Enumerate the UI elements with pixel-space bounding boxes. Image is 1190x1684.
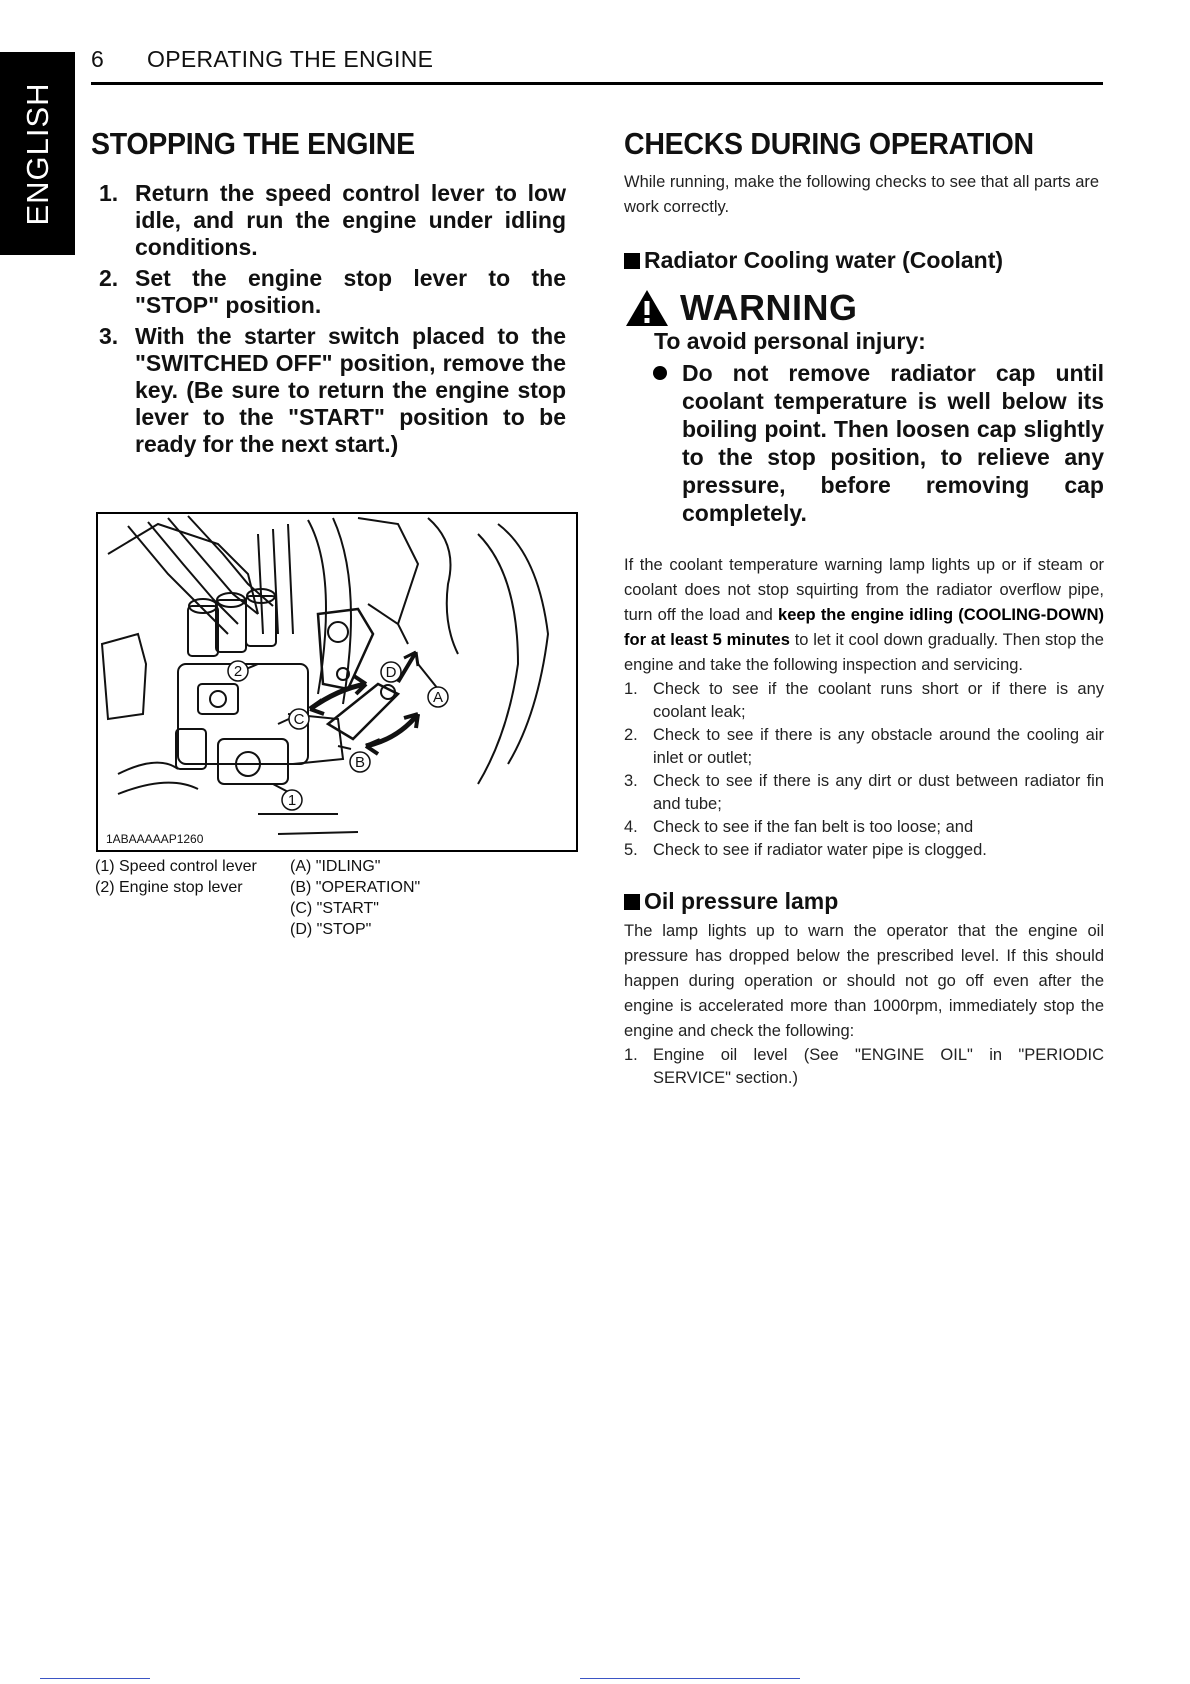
- warning-subtitle: To avoid personal injury:: [654, 328, 926, 354]
- checks-title: CHECKS DURING OPERATION: [624, 126, 1034, 161]
- radiator-heading: [624, 247, 1104, 274]
- caption-item: (2) Engine stop lever: [95, 879, 243, 896]
- square-bullet-icon: [624, 894, 640, 910]
- cooling-down-emphasis: keep the engine idling (COOLING-DOWN) for at least 5 minutes: [624, 606, 1104, 649]
- warning-triangle-icon: [624, 288, 670, 328]
- warning-body: [682, 359, 1104, 527]
- coolant-paragraph: If the coolant temperature warning lamp lights up or if steam or coolant does not stop squirting from the radiator overflow pipe, turn off the load and keep the engine idling (COOLING-DOWN) for at least 5 minutes to let it cool down gradually. Then stop the engine and take the following inspection and servicing.: [624, 556, 1104, 674]
- caption-parts: [95, 856, 285, 898]
- coolant-checklist: [624, 678, 1104, 862]
- step-item: 2. Set the engine stop lever to the "STOP" position.: [99, 265, 566, 318]
- warning-text: Do not remove radiator cap until coolant temperature is well below its boiling point. Then loosen cap slightly to the stop position, to relieve any pressure, before removing cap completely.: [682, 360, 1104, 526]
- oil-paragraph: The lamp lights up to warn the operator that the engine oil pressure has dropped below the prescribed level. If this should happen during operation or should not go off even after the engine is accelerated more than 1000rpm, immediately stop the engine and check the following:: [624, 922, 1104, 1040]
- caption-positions: [290, 856, 420, 940]
- list-item: 3. Check to see if there is any dirt or dust between radiator fin and tube;: [624, 772, 1104, 813]
- list-item: 4. Check to see if the fan belt is too loose; and: [624, 818, 974, 836]
- language-tab-label: ENGLISH: [19, 81, 55, 226]
- list-item: 1. Engine oil level (See "ENGINE OIL" in "PERIODIC SERVICE" section.): [624, 1046, 1104, 1087]
- stopping-title: STOPPING THE ENGINE: [91, 126, 415, 161]
- figure-code: 1ABAAAAAP1260: [106, 832, 204, 846]
- callout-b-label: B: [354, 754, 366, 771]
- callout-2-label: 2: [233, 663, 243, 680]
- page-header: [91, 46, 1103, 85]
- bullet-dot-icon: [653, 366, 667, 380]
- list-item: 5. Check to see if radiator water pipe is clogged.: [624, 841, 987, 859]
- caption-item: (B) "OPERATION": [290, 879, 421, 896]
- footer-link-line[interactable]: [40, 1678, 150, 1679]
- callout-d-label: D: [385, 664, 397, 681]
- radiator-heading-text: Radiator Cooling water (Coolant): [644, 247, 1004, 273]
- warning-title: WARNING: [680, 287, 858, 328]
- oil-heading: [624, 888, 1104, 915]
- warning-header: [624, 288, 1104, 328]
- oil-heading-text: Oil pressure lamp: [644, 888, 839, 914]
- caption-item: (D) "STOP": [290, 921, 372, 938]
- engine-figure: [96, 512, 578, 852]
- checks-section: [624, 126, 1104, 1090]
- callout-1-label: 1: [287, 792, 297, 809]
- caption-item: (A) "IDLING": [290, 858, 381, 875]
- list-item: 1. Check to see if the coolant runs short or if there is any coolant leak;: [624, 680, 1104, 721]
- caption-item: (1) Speed control lever: [95, 858, 257, 875]
- square-bullet-icon: [624, 253, 640, 269]
- checks-intro: While running, make the following checks to see that all parts are work correctly.: [624, 173, 1100, 216]
- list-item: 2. Check to see if there is any obstacle around the cooling air inlet or outlet;: [624, 726, 1104, 767]
- callout-a-label: A: [432, 689, 444, 706]
- chapter-title: OPERATING THE ENGINE: [147, 46, 434, 72]
- stopping-section: [91, 126, 566, 462]
- footer-link-line[interactable]: [580, 1678, 800, 1679]
- engine-illustration: [98, 514, 576, 850]
- step-item: 3. With the starter switch placed to the "SWITCHED OFF" position, remove the key. (Be sure to return the engine stop lever to the "START" position to be ready for the next start.): [99, 323, 566, 457]
- page-number: 6: [91, 46, 104, 72]
- stopping-steps: [91, 180, 566, 458]
- step-item: 1. Return the speed control lever to low idle, and run the engine under idling conditions.: [99, 180, 566, 260]
- oil-checklist: [624, 1044, 1104, 1090]
- callout-c-label: C: [293, 711, 305, 728]
- caption-item: (C) "START": [290, 900, 379, 917]
- language-tab: [0, 52, 75, 255]
